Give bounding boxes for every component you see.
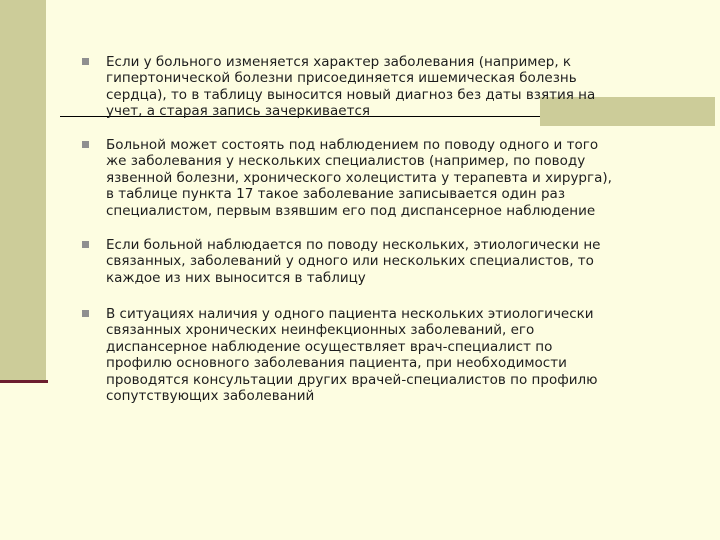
square-bullet-icon bbox=[82, 241, 89, 248]
bullet-text-3: Если больной наблюдается по поводу нескольких, этиологически не связанных, заболеваний у одного или нескольких специалистов, то каждое из них выносится в таблицу bbox=[106, 237, 601, 286]
bullet-item-2 bbox=[82, 137, 682, 219]
bullet-item-4 bbox=[82, 306, 682, 404]
square-bullet-icon bbox=[82, 58, 89, 65]
square-bullet-icon bbox=[82, 310, 89, 317]
square-bullet-icon bbox=[82, 141, 89, 148]
bullet-text-1: Если у больного изменяется характер заболевания (например, к гипертонической болезни присоединяется ишемическая болезнь сердца), то в таблицу выносится новый диагноз без даты взятия на учет, а старая запись зачеркивается bbox=[106, 54, 596, 120]
left-accent-bar bbox=[0, 0, 46, 380]
bullet-item-3 bbox=[82, 237, 682, 286]
bullet-item-1 bbox=[82, 54, 682, 120]
bullet-text-2: Больной может состоять под наблюдением по поводу одного и того же заболевания у нескольких специалистов (например, по поводу язвенной болезни, хронического холецистита у терапевта и хирурга), в таблице пункта 17 такое заболевание записывается один раз специалистом, первым взявшим его под диспансерное наблюдение bbox=[106, 137, 612, 219]
left-accent-line bbox=[0, 380, 48, 383]
bullet-text-4: В ситуациях наличия у одного пациента нескольких этиологически связанных хронических неинфекционных заболеваний, его диспансерное наблюдение осуществляет врач-специалист по профилю основного заболевания пациента, при необходимости проводятся консультации других врачей-специалистов по профилю сопутствующих заболеваний bbox=[106, 306, 598, 405]
